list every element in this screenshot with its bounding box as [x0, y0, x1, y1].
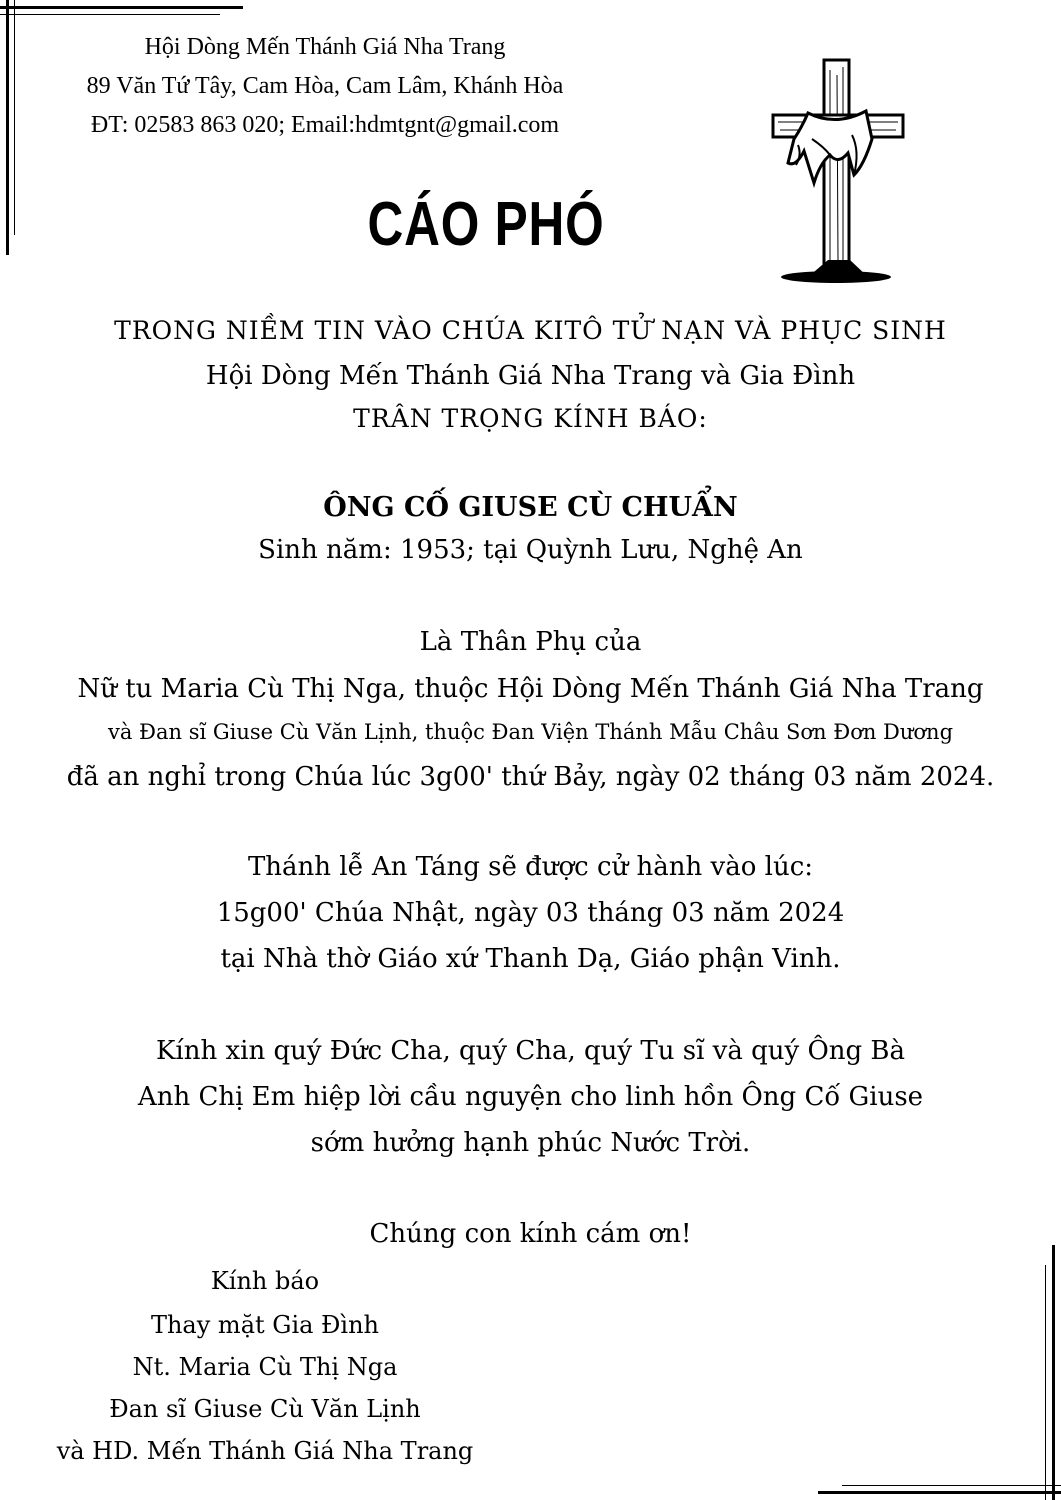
signature-name-2: Đan sĩ Giuse Cù Văn Lịnh: [109, 1395, 421, 1423]
organization-contact: ĐT: 02583 863 020; Email:hdmtgnt@gmail.com: [90, 112, 560, 138]
frame-bottom-right-horizontal-2: [842, 1485, 1061, 1486]
organization-header: [0, 28, 650, 145]
deceased-birth: Sinh năm: 1953; tại Quỳnh Lưu, Nghệ An: [258, 535, 803, 565]
frame-bottom-right-horizontal-1: [818, 1491, 1061, 1494]
funeral-intro: Thánh lễ An Táng sẽ được cử hành vào lúc:: [247, 852, 814, 882]
relation-daughter: Nữ tu Maria Cù Thị Nga, thuộc Hội Dòng Mến Thánh Giá Nha Trang: [77, 674, 984, 704]
thanks-line: Chúng con kính cám ơn!: [369, 1219, 692, 1249]
death-date: đã an nghỉ trong Chúa lúc 3g00' thứ Bảy, ngày 02 tháng 03 năm 2024.: [66, 762, 995, 792]
signature-name-3: và HD. Mến Thánh Giá Nha Trang: [56, 1437, 474, 1465]
prayer-line-2: Anh Chị Em hiệp lời cầu nguyện cho linh hồn Ông Cố Giuse: [137, 1082, 924, 1112]
faith-statement: TRONG NIỀM TIN VÀO CHÚA KITÔ TỬ NẠN VÀ PHỤC SINH: [114, 316, 947, 345]
prayer-line-3: sớm hưởng hạnh phúc Nước Trời.: [310, 1128, 751, 1158]
funeral-time: 15g00' Chúa Nhật, ngày 03 tháng 03 năm 2024: [216, 898, 845, 928]
signature-respectfully: Kính báo: [210, 1267, 320, 1295]
frame-bottom-right-vertical-1: [1052, 1245, 1055, 1500]
relation-son: và Đan sĩ Giuse Cù Văn Lịnh, thuộc Đan Viện Thánh Mẫu Châu Sơn Đơn Dương: [107, 720, 954, 744]
frame-top-left-horizontal-2: [0, 14, 220, 15]
prayer-line-1: Kính xin quý Đức Cha, quý Cha, quý Tu sĩ và quý Ông Bà: [155, 1036, 906, 1066]
announcer-line: Hội Dòng Mến Thánh Giá Nha Trang và Gia Đình: [205, 361, 856, 391]
page-title: CÁO PHÓ: [367, 190, 605, 259]
respectful-announce: TRÂN TRỌNG KÍNH BÁO:: [353, 404, 708, 433]
signature-on-behalf: Thay mặt Gia Đình: [150, 1311, 380, 1339]
deceased-name: ÔNG CỐ GIUSE CÙ CHUẨN: [323, 492, 738, 523]
cross-with-cloth-icon: [768, 55, 908, 285]
organization-name: Hội Dòng Mến Thánh Giá Nha Trang: [144, 34, 506, 60]
signature-name-1: Nt. Maria Cù Thị Nga: [132, 1353, 398, 1381]
relation-intro: Là Thân Phụ của: [419, 627, 642, 657]
organization-address: 89 Văn Tứ Tây, Cam Hòa, Cam Lâm, Khánh Hòa: [86, 73, 564, 99]
frame-bottom-right-vertical-2: [1045, 1265, 1046, 1500]
frame-top-left-horizontal-1: [0, 6, 243, 9]
funeral-place: tại Nhà thờ Giáo xứ Thanh Dạ, Giáo phận Vinh.: [220, 944, 841, 974]
